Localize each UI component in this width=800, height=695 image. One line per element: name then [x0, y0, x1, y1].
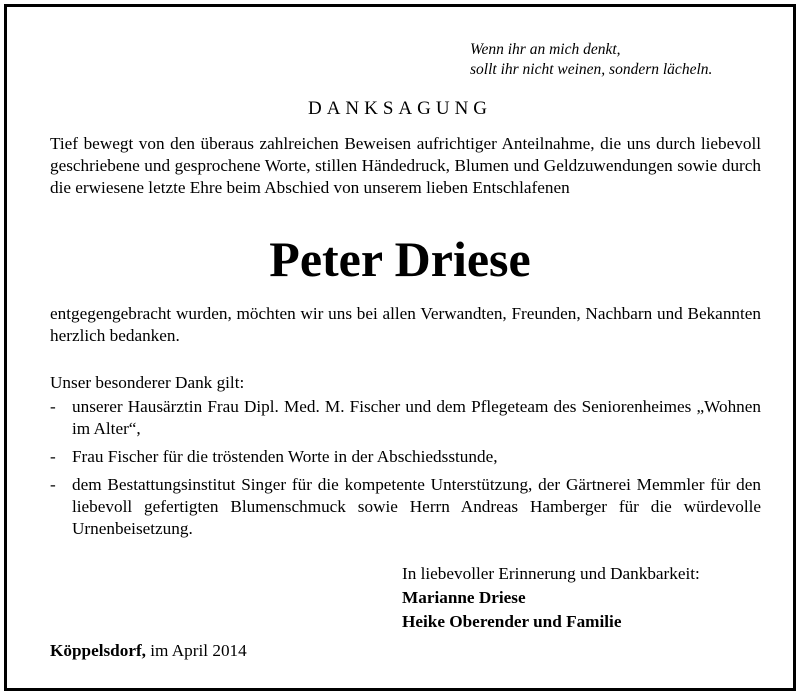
list-item	[50, 446, 761, 468]
thanks-paragraph: entgegengebracht wurden, möchten wir uns bei allen Verwandten, Freunden, Nachbarn und Bekannten herzlich bedanken.	[50, 304, 761, 345]
notice-heading: DANKSAGUNG	[307, 98, 493, 119]
place-date	[50, 641, 247, 661]
deceased-name: Peter Driese	[269, 231, 531, 287]
motto-quote	[470, 40, 712, 80]
intro-paragraph: Tief bewegt von den überaus zahlreichen Beweisen aufrichtiger Anteilnahme, die uns durch liebevoll geschriebene und gesprochene Worte, stillen Händedruck, Blumen und Geldzuwendungen sowie durch die erwiesene letzte Ehre beim Abschied von unserem lieben Entschlafenen	[50, 134, 761, 197]
list-bullet: -	[50, 447, 56, 466]
list-item-text: unserer Hausärztin Frau Dipl. Med. M. Fischer und dem Pflegeteam des Seniorenheimes „Wohnen im Alter“,	[72, 397, 761, 438]
date-text: im April 2014	[150, 641, 247, 660]
motto-line-2: sollt ihr nicht weinen, sondern lächeln.	[470, 61, 713, 78]
motto-line-1: Wenn ihr an mich denkt,	[470, 41, 621, 58]
list-item-text: Frau Fischer für die tröstenden Worte in der Abschiedsstunde,	[72, 447, 498, 466]
list-item	[50, 474, 761, 540]
signoff-line: In liebevoller Erinnerung und Dankbarkeit:	[402, 564, 700, 583]
signer-name: Heike Oberender und Familie	[402, 612, 622, 631]
list-bullet: -	[50, 475, 56, 494]
list-item-text: dem Bestattungsinstitut Singer für die kompetente Unterstützung, der Gärtnerei Memmler für den liebevoll gefertigten Blumenschmuck sowie Herrn Andreas Hamberger für die würdevolle Urnenbeisetzung.	[72, 475, 761, 538]
signoff-block	[402, 562, 700, 634]
special-thanks-list	[50, 396, 761, 546]
list-item	[50, 396, 761, 440]
obituary-thank-you-notice	[4, 4, 796, 691]
place-name: Köppelsdorf,	[50, 641, 146, 660]
special-thanks-intro: Unser besonderer Dank gilt:	[50, 373, 245, 392]
signer-name: Marianne Driese	[402, 588, 526, 607]
list-bullet: -	[50, 397, 56, 416]
